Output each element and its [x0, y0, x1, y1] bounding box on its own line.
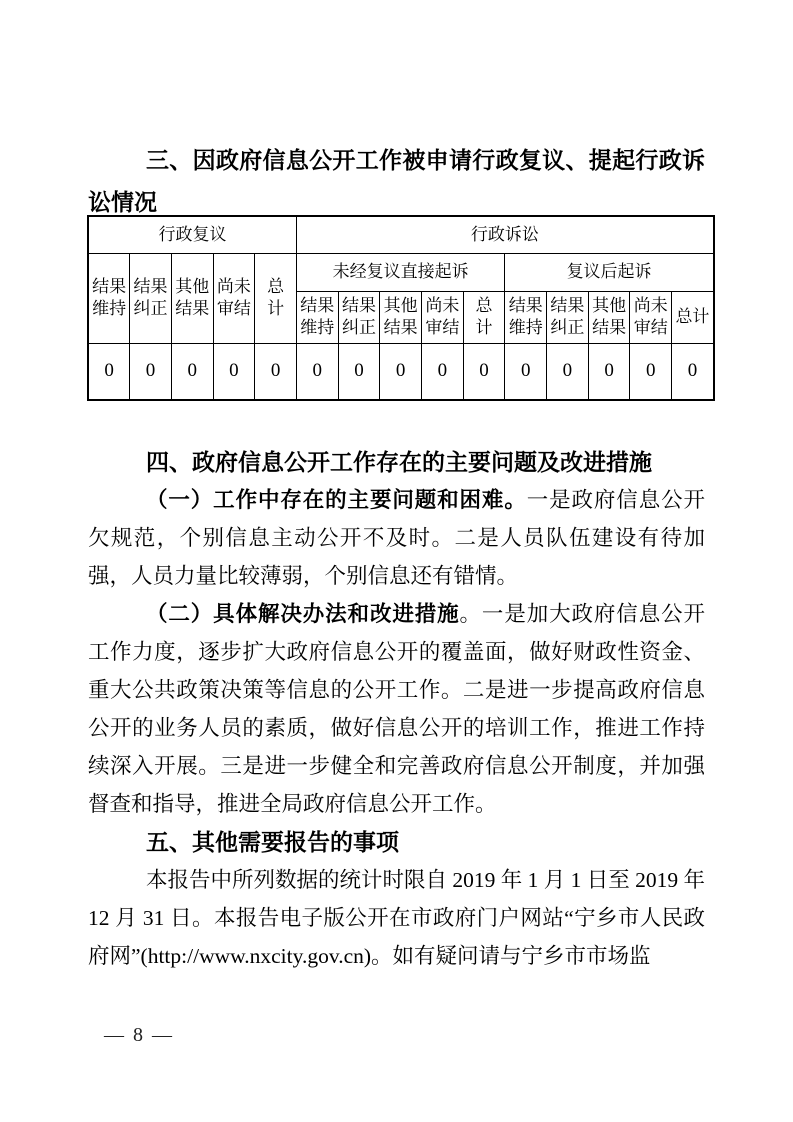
value-direct-corrected: 0 — [338, 343, 380, 400]
header-direct-corrected: 结果纠正 — [338, 291, 380, 343]
header-review-total — [255, 253, 297, 343]
header-after-other: 其他结果 — [588, 291, 630, 343]
header-review-corrected: 结果纠正 — [130, 253, 172, 343]
review-litigation-table — [87, 215, 715, 401]
header-after-upheld: 结果维持 — [505, 291, 547, 343]
value-after-other: 0 — [588, 343, 630, 400]
value-direct-other: 0 — [380, 343, 422, 400]
table-header-row-subgroups — [88, 253, 714, 291]
header-after-corrected: 结果纠正 — [547, 291, 589, 343]
review-litigation-table-wrap — [87, 215, 715, 401]
header-review-pending: 尚未审结 — [213, 253, 255, 343]
header-direct-total-label: 总计 — [475, 296, 493, 337]
header-direct-pending: 尚未审结 — [422, 291, 464, 343]
header-review-other: 其他结果 — [171, 253, 213, 343]
header-direct-upheld: 结果维持 — [296, 291, 338, 343]
value-after-pending: 0 — [630, 343, 672, 400]
value-review-upheld: 0 — [88, 343, 130, 400]
value-review-pending: 0 — [213, 343, 255, 400]
header-administrative-litigation: 行政诉讼 — [296, 216, 713, 253]
header-review-upheld: 结果维持 — [88, 253, 130, 343]
header-after-review-lawsuit-group: 复议后起诉 — [505, 253, 714, 291]
header-after-total: 总计 — [672, 291, 714, 343]
section-4-heading: 四、政府信息公开工作存在的主要问题及改进措施 — [146, 449, 652, 475]
paragraph-1-lead: （一）工作中存在的主要问题和困难。 — [146, 488, 527, 512]
header-direct-total — [463, 291, 505, 343]
section-5-paragraph-1: 本报告中所列数据的统计时限自 2019 年 1 月 1 日至 2019 年 12 月 31 日。本报告电子版公开在市政府门户网站“宁乡市人民政府网”(http://www.nxcity.gov.cn)。如有疑问请与宁乡市市场监 — [88, 868, 706, 968]
header-review-total-label: 总计 — [267, 277, 285, 318]
paragraph-2-body: 。一是加大政府信息公开工作力度，逐步扩大政府信息公开的覆盖面，做好财政性资金、重大公共政策决策等信息的公开工作。二是进一步提高政府信息公开的业务人员的素质，做好信息公开的培训工作，推进工作持续深入开展。三是进一步健全和完善政府信息公开制度，并加强督查和指导，推进全局政府信息公开工作。 — [88, 602, 705, 816]
value-review-total: 0 — [255, 343, 297, 400]
paragraph-2-lead: （二）具体解决办法和改进措施 — [146, 602, 460, 626]
paragraph-1-body: 一是政府信息公开欠规范，个别信息主动公开不及时。二是人员队伍建设有待加强，人员力量比较薄弱，个别信息还有错情。 — [88, 488, 705, 588]
header-direct-other: 其他结果 — [380, 291, 422, 343]
section-4-paragraph-2 — [88, 595, 705, 823]
value-direct-total: 0 — [463, 343, 505, 400]
table-values-row — [88, 343, 714, 400]
value-after-total: 0 — [672, 343, 714, 400]
page-number: — 8 — — [104, 1024, 174, 1046]
section-5-heading: 五、其他需要报告的事项 — [146, 829, 399, 855]
section-3-heading: 三、因政府信息公开工作被申请行政复议、提起行政诉讼情况 — [88, 147, 705, 215]
section-4-paragraph-1 — [88, 481, 705, 595]
body-text — [88, 443, 705, 975]
header-administrative-review: 行政复议 — [88, 216, 296, 253]
value-review-other: 0 — [171, 343, 213, 400]
value-direct-upheld: 0 — [296, 343, 338, 400]
value-after-corrected: 0 — [547, 343, 589, 400]
table-header-row-groups — [88, 216, 714, 253]
value-review-corrected: 0 — [130, 343, 172, 400]
value-direct-pending: 0 — [422, 343, 464, 400]
header-direct-lawsuit-group: 未经复议直接起诉 — [296, 253, 504, 291]
header-after-pending: 尚未审结 — [630, 291, 672, 343]
value-after-upheld: 0 — [505, 343, 547, 400]
